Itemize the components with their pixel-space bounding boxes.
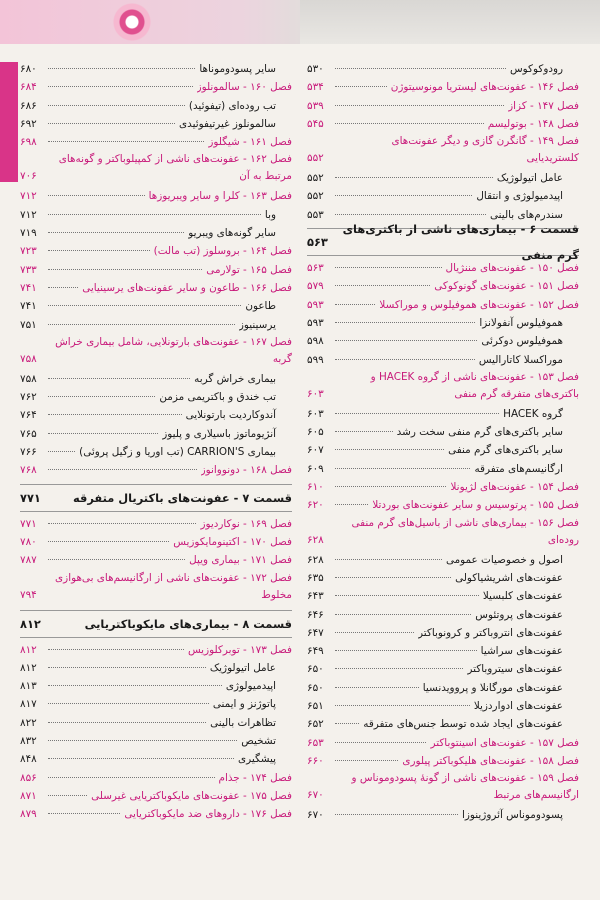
page-number: ۷۶۲: [20, 391, 37, 404]
entry-title: فصل ۱۷۳ - توبرکلوزیس: [187, 643, 292, 656]
page-number: ۶۴۶: [307, 608, 324, 621]
chapter-entry[interactable]: [20, 261, 292, 279]
entry-title: فصل ۱۴۷ - کزاز: [508, 99, 579, 112]
page-number: ۵۵۲: [307, 190, 324, 203]
dot-leader: [48, 740, 237, 741]
subtopic-entry[interactable]: [20, 714, 292, 732]
chapter-entry[interactable]: [307, 770, 579, 806]
dot-leader: [335, 504, 368, 505]
dot-leader: [335, 595, 479, 596]
dot-leader: [48, 649, 184, 650]
page-number: ۵۳۹: [307, 99, 324, 112]
chapter-entry[interactable]: [20, 533, 292, 551]
entry-title: آندوکاردیت بارتونلایی: [185, 409, 276, 422]
subtopic-entry[interactable]: [20, 695, 292, 713]
dot-leader: [48, 287, 78, 288]
part-heading[interactable]: [20, 610, 292, 638]
dot-leader: [48, 777, 215, 778]
part-heading[interactable]: [307, 222, 579, 263]
subtopic-entry[interactable]: [307, 423, 579, 441]
subtopic-entry[interactable]: [307, 441, 579, 459]
subtopic-entry[interactable]: [307, 187, 579, 205]
chapter-entry[interactable]: [20, 570, 292, 606]
page-number: ۶۷۰: [307, 809, 324, 822]
entry-title: فصل ۱۵۸ - عفونت‌های هلیکوباکتر پیلوری: [402, 754, 579, 767]
toc-left-column: [20, 60, 292, 824]
entry-title: فصل ۱۶۳ - کلرا و سایر ویبریوزها: [148, 190, 292, 203]
subtopic-entry[interactable]: [307, 460, 579, 478]
subtopic-entry[interactable]: [307, 587, 579, 605]
dot-leader: [335, 687, 419, 688]
entry-title: پیشگیری: [237, 753, 276, 766]
page-number: ۵۵۲: [307, 172, 324, 185]
entry-title: فصل ۱۵۵ - پرتوسیس و سایر عفونت‌های بوردتلا: [372, 499, 579, 512]
subtopic-entry[interactable]: [307, 169, 579, 187]
chapter-entry[interactable]: [20, 187, 292, 205]
page-number: ۶۵۰: [307, 681, 324, 694]
subtopic-entry[interactable]: [20, 224, 292, 242]
part-heading[interactable]: [20, 484, 292, 512]
page-number: ۵۹۹: [307, 353, 324, 366]
dot-leader: [335, 668, 463, 669]
dot-leader: [48, 703, 209, 704]
entry-title: عفونت‌های پروتئوس: [475, 608, 563, 621]
dot-leader: [335, 267, 442, 268]
page-number: ۸۱۳: [20, 680, 37, 693]
page-number: ۷۱۲: [20, 190, 37, 203]
page-number: ۵۹۳: [307, 316, 324, 329]
dot-leader: [335, 359, 475, 360]
page-number: ۷۷۱: [20, 490, 41, 505]
page-number: ۶۰۳: [307, 407, 324, 420]
page-number: ۶۲۸: [307, 553, 324, 566]
page-number: ۶۹۸: [20, 136, 37, 149]
subtopic-entry[interactable]: [307, 697, 579, 715]
entry-title: فصل ۱۵۴ - عفونت‌های لژیونلا: [450, 481, 579, 494]
page-number: ۵۷۹: [307, 280, 324, 293]
page-number: ۶۹۲: [20, 117, 37, 130]
entry-title: سایر گونه‌های ویبریو: [188, 227, 276, 240]
subtopic-entry[interactable]: [20, 677, 292, 695]
page-number: ۶۸۴: [20, 81, 37, 94]
dot-leader: [48, 141, 204, 142]
section-edge-tab: [0, 62, 18, 182]
dot-leader: [335, 559, 442, 560]
entry-title: فصل ۱۷۲ - عفونت‌های ناشی از ارگانیسم‌های بی‌هوازی مخلوط: [55, 571, 292, 601]
subtopic-entry[interactable]: [307, 606, 579, 624]
dot-leader: [335, 285, 430, 286]
dot-leader: [48, 758, 234, 759]
entry-title: تشخیص: [241, 735, 276, 748]
dot-leader: [48, 305, 241, 306]
entry-title: فصل ۱۴۹ - گانگرن گازی و دیگر عفونت‌های کلستریدیایی: [391, 135, 579, 165]
entry-title: فصل ۱۷۰ - اکتینومایکوزیس: [173, 535, 292, 548]
page-number: ۸۴۸: [20, 753, 37, 766]
page-header-band: [0, 0, 600, 44]
page-number: ۷۶۵: [20, 427, 37, 440]
entry-title: فصل ۱۵۶ - بیماری‌های ناشی از باسیل‌های گرم منفی روده‌ای: [351, 516, 579, 546]
dot-leader: [335, 723, 359, 724]
entry-title: فصل ۱۶۵ - تولارمی: [206, 263, 292, 276]
entry-title: فصل ۱۵۰ - عفونت‌های مننژیال: [445, 262, 579, 275]
subtopic-entry[interactable]: [307, 551, 579, 569]
dot-leader: [48, 250, 150, 251]
page-number: ۶۵۱: [307, 700, 324, 713]
page-number: ۷۵۸: [20, 372, 37, 385]
chapter-entry[interactable]: [307, 734, 579, 752]
subtopic-entry[interactable]: [20, 370, 292, 388]
dot-leader: [335, 123, 484, 124]
page-number: ۶۰۳: [307, 387, 324, 400]
entry-title: عفونت‌های مورگانلا و پروویدنسیا: [422, 681, 563, 694]
subtopic-entry[interactable]: [20, 297, 292, 315]
entry-title: سالمونلوز غیرتیفوئیدی: [178, 117, 276, 130]
entry-title: تب روده‌ای (تیفوئید): [188, 99, 276, 112]
flower-ornament-icon: [112, 2, 152, 42]
entry-title: قسمت ۶ - بیماری‌های ناشی از باکتری‌های گرم منفی: [342, 222, 579, 263]
entry-title: عفونت‌های ایجاد شده توسط جنس‌های متفرقه: [363, 718, 563, 731]
chapter-entry[interactable]: [307, 296, 579, 314]
subtopic-entry[interactable]: [20, 443, 292, 461]
page-number: ۸۷۱: [20, 789, 37, 802]
page-number: ۶۵۰: [307, 663, 324, 676]
page-number: ۵۹۸: [307, 335, 324, 348]
page-number: ۷۵۱: [20, 318, 37, 331]
page-number: ۷۴۱: [20, 300, 37, 313]
subtopic-entry[interactable]: [307, 642, 579, 660]
chapter-entry[interactable]: [20, 805, 292, 823]
entry-title: عامل اتیولوژیک: [496, 172, 563, 185]
dot-leader: [48, 469, 197, 470]
page-number: ۶۱۰: [307, 481, 324, 494]
entry-title: موراکسلا کاتارالیس: [478, 353, 563, 366]
entry-title: فصل ۱۷۶ - داروهای ضد مایکوباکتریایی: [124, 808, 292, 821]
dot-leader: [48, 68, 195, 69]
entry-title: طاعون: [245, 300, 276, 313]
dot-leader: [335, 214, 486, 215]
chapter-entry[interactable]: [20, 641, 292, 659]
page-number: ۶۴۳: [307, 590, 324, 603]
chapter-entry[interactable]: [20, 551, 292, 569]
page-number: ۸۱۲: [20, 661, 37, 674]
dot-leader: [335, 431, 393, 432]
entry-title: قسمت ۸ - بیماری‌های مایکوباکتریایی: [84, 616, 292, 631]
page-number: ۵۵۳: [307, 208, 324, 221]
chapter-entry[interactable]: [20, 151, 292, 187]
entry-title: فصل ۱۷۴ - جذام: [218, 771, 292, 784]
subtopic-entry[interactable]: [20, 60, 292, 78]
dot-leader: [48, 123, 175, 124]
entry-title: عفونت‌های اشریشیاکولی: [455, 571, 563, 584]
page-number: ۵۴۵: [307, 117, 324, 130]
page-number: ۶۴۷: [307, 626, 324, 639]
entry-title: فصل ۱۵۱ - عفونت‌های گونوکوکی: [434, 280, 579, 293]
entry-title: سندرم‌های بالینی: [490, 208, 563, 221]
page-number: ۶۰۵: [307, 426, 324, 439]
dot-leader: [335, 705, 470, 706]
entry-title: فصل ۱۵۷ - عفونت‌های اسینتوباکتر: [430, 736, 579, 749]
dot-leader: [48, 105, 185, 106]
entry-title: تظاهرات بالینی: [210, 716, 276, 729]
dot-leader: [48, 559, 185, 560]
entry-title: عفونت‌های کلبسیلا: [482, 590, 563, 603]
dot-leader: [335, 195, 472, 196]
page-number: ۷۸۰: [20, 535, 37, 548]
page-number: ۷۶۴: [20, 409, 37, 422]
page-number: ۷۵۸: [20, 352, 37, 365]
chapter-entry[interactable]: [307, 515, 579, 551]
page-number: ۶۴۹: [307, 645, 324, 658]
entry-title: سایر باکتری‌های گرم منفی سخت رشد: [396, 426, 563, 439]
page-number: ۵۶۳: [307, 262, 324, 275]
subtopic-entry[interactable]: [307, 660, 579, 678]
chapter-entry[interactable]: [20, 78, 292, 96]
subtopic-entry[interactable]: [20, 316, 292, 334]
entry-title: فصل ۱۶۲ - عفونت‌های ناشی از کمپیلوباکتر و گونه‌های مرتبط به آن: [58, 153, 292, 183]
dot-leader: [48, 195, 145, 196]
subtopic-entry[interactable]: [20, 115, 292, 133]
subtopic-entry[interactable]: [307, 569, 579, 587]
subtopic-entry[interactable]: [307, 405, 579, 423]
page-number: ۶۰۷: [307, 444, 324, 457]
dot-leader: [48, 414, 182, 415]
dot-leader: [335, 413, 499, 414]
entry-title: فصل ۱۶۹ - نوکاردیوز: [200, 517, 292, 530]
dot-leader: [335, 742, 426, 743]
dot-leader: [48, 685, 222, 686]
page-number: ۸۱۲: [20, 616, 41, 631]
entry-title: فصل ۱۶۱ - شیگلوز: [208, 136, 292, 149]
entry-title: قسمت ۷ - عفونت‌های باکتریال متفرقه: [72, 490, 292, 505]
page-number: ۶۵۳: [307, 736, 324, 749]
dot-leader: [335, 449, 444, 450]
chapter-entry[interactable]: [307, 259, 579, 277]
dot-leader: [335, 486, 446, 487]
entry-title: پاتوژنز و ایمنی: [212, 698, 276, 711]
entry-title: عفونت‌های ادواردزیلا: [473, 700, 563, 713]
dot-leader: [48, 378, 190, 379]
subtopic-entry[interactable]: [307, 679, 579, 697]
dot-leader: [335, 177, 493, 178]
subtopic-entry[interactable]: [307, 60, 579, 78]
entry-title: یرسینیوز: [238, 318, 276, 331]
dot-leader: [335, 105, 504, 106]
entry-title: عفونت‌های سیتروباکتر: [467, 663, 563, 676]
subtopic-entry[interactable]: [307, 624, 579, 642]
page-number: ۸۵۶: [20, 771, 37, 784]
page-number: ۷۹۴: [20, 588, 37, 601]
subtopic-entry[interactable]: [20, 732, 292, 750]
dot-leader: [335, 304, 375, 305]
dot-leader: [48, 269, 202, 270]
entry-title: پسودوموناس آئروژینوزا: [462, 809, 563, 822]
subtopic-entry[interactable]: [20, 388, 292, 406]
entry-title: فصل ۱۶۰ - سالمونلوز: [196, 81, 292, 94]
entry-title: بیماری خراش گربه: [194, 372, 276, 385]
subtopic-entry[interactable]: [307, 206, 579, 224]
dot-leader: [335, 814, 458, 815]
page-number: ۶۸۰: [20, 63, 37, 75]
dot-leader: [48, 433, 158, 434]
page-number: ۶۲۸: [307, 533, 324, 546]
entry-title: فصل ۱۴۶ - عفونت‌های لیستریا مونوسیتوژن: [390, 81, 579, 94]
subtopic-entry[interactable]: [20, 750, 292, 768]
entry-title: اپیدمیولوژی: [225, 680, 276, 693]
dot-leader: [48, 667, 206, 668]
chapter-entry[interactable]: [20, 769, 292, 787]
subtopic-entry[interactable]: [20, 206, 292, 224]
page-number: ۶۰۹: [307, 462, 324, 475]
entry-title: فصل ۱۶۶ - طاعون و سایر عفونت‌های یرسینیایی: [82, 281, 292, 294]
subtopic-entry[interactable]: [20, 425, 292, 443]
page-number: ۷۳۳: [20, 263, 37, 276]
toc-right-column: [307, 60, 579, 825]
entry-title: گروه HACEK: [503, 407, 563, 420]
entry-title: فصل ۱۴۸ - بوتولیسم: [487, 117, 579, 130]
entry-title: عامل اتیولوژیک: [209, 661, 276, 674]
chapter-entry[interactable]: [307, 478, 579, 496]
dot-leader: [48, 396, 155, 397]
chapter-entry[interactable]: [20, 515, 292, 533]
dot-leader: [335, 632, 414, 633]
page-number: ۷۷۱: [20, 517, 37, 530]
dot-leader: [335, 68, 506, 69]
page-number: ۷۲۳: [20, 245, 37, 258]
page-number: ۸۱۲: [20, 643, 37, 656]
chapter-entry[interactable]: [307, 97, 579, 115]
page-number: ۸۱۷: [20, 698, 37, 711]
entry-title: فصل ۱۵۲ - عفونت‌های هموفیلوس و موراکسلا: [379, 298, 579, 311]
dot-leader: [48, 324, 235, 325]
page-number: ۷۱۹: [20, 227, 37, 240]
subtopic-entry[interactable]: [20, 97, 292, 115]
entry-title: فصل ۱۶۸ - دونووانوز: [200, 464, 292, 477]
subtopic-entry[interactable]: [307, 806, 579, 824]
dot-leader: [48, 541, 169, 542]
page-number: ۷۶۶: [20, 446, 37, 459]
dot-leader: [48, 523, 196, 524]
chapter-entry[interactable]: [307, 115, 579, 133]
entry-title: فصل ۱۷۵ - عفونت‌های مایکوباکتریایی غیرسلی: [91, 789, 292, 802]
subtopic-entry[interactable]: [307, 332, 579, 350]
page-number: ۶۳۵: [307, 571, 324, 584]
subtopic-entry[interactable]: [307, 351, 579, 369]
chapter-entry[interactable]: [307, 369, 579, 405]
chapter-entry[interactable]: [307, 133, 579, 169]
subtopic-entry[interactable]: [20, 659, 292, 677]
entry-title: اپیدمیولوژی و انتقال: [476, 190, 563, 203]
page-number: ۵۳۰: [307, 63, 324, 75]
dot-leader: [335, 340, 477, 341]
entry-title: عفونت‌های سراشیا: [480, 645, 563, 658]
dot-leader: [48, 214, 261, 215]
entry-title: هموفیلوس آنفولانزا: [479, 316, 563, 329]
chapter-entry[interactable]: [307, 277, 579, 295]
dot-leader: [48, 451, 75, 452]
dot-leader: [48, 86, 193, 87]
chapter-entry[interactable]: [307, 78, 579, 96]
page-number: ۵۵۲: [307, 152, 324, 165]
chapter-entry[interactable]: [307, 752, 579, 770]
dot-leader: [48, 722, 206, 723]
page-number: ۵۹۳: [307, 298, 324, 311]
page-number: ۷۸۷: [20, 554, 37, 567]
chapter-entry[interactable]: [20, 279, 292, 297]
page-number: ۶۵۲: [307, 718, 324, 731]
chapter-entry[interactable]: [307, 496, 579, 514]
dot-leader: [335, 614, 471, 615]
chapter-entry[interactable]: [20, 133, 292, 151]
page-number: ۸۳۲: [20, 735, 37, 748]
page-number: ۶۶۰: [307, 754, 324, 767]
page-number: ۶۲۰: [307, 499, 324, 512]
page-number: ۵۶۳: [307, 235, 328, 250]
dot-leader: [335, 468, 470, 469]
entry-title: ارگانیسم‌های متفرقه: [474, 462, 563, 475]
entry-title: فصل ۱۷۱ - بیماری ویپل: [189, 554, 292, 567]
dot-leader: [335, 577, 451, 578]
entry-title: سایر پسودوموناها: [199, 63, 276, 75]
entry-title: فصل ۱۶۷ - عفونت‌های بارتونلایی، شامل بیماری خراش گربه: [55, 335, 292, 365]
entry-title: سایر باکتری‌های گرم منفی: [448, 444, 563, 457]
entry-title: آنژیوماتوز باسیلاری و پلیوز: [162, 427, 276, 440]
entry-title: فصل ۱۵۳ - عفونت‌های ناشی از گروه HACEK و باکتری‌های متفرقه گرم منفی: [370, 370, 579, 400]
entry-title: عفونت‌های انتروباکتر و کرونوباکتر: [418, 626, 563, 639]
page-number: ۶۷۰: [307, 789, 324, 802]
page-number: ۷۶۸: [20, 464, 37, 477]
dot-leader: [335, 86, 387, 87]
subtopic-entry[interactable]: [307, 314, 579, 332]
chapter-entry[interactable]: [20, 334, 292, 370]
page-number: ۸۷۹: [20, 808, 37, 821]
chapter-entry[interactable]: [20, 461, 292, 479]
dot-leader: [335, 760, 398, 761]
entry-title: هموفیلوس دوکرئی: [481, 335, 563, 348]
entry-title: فصل ۱۵۹ - عفونت‌های ناشی از گونهٔ پسودوموناس و ارگانیسم‌های مرتبط: [351, 772, 579, 802]
dot-leader: [335, 322, 475, 323]
entry-title: اصول و خصوصیات عمومی: [445, 553, 563, 566]
page-number: ۶۸۶: [20, 99, 37, 112]
entry-title: فصل ۱۶۴ - بروسلوز (تب مالت): [153, 245, 292, 258]
page-number: ۸۲۲: [20, 716, 37, 729]
page-number: ۷۰۶: [20, 170, 37, 183]
page-number: ۵۳۴: [307, 81, 324, 94]
dot-leader: [48, 813, 120, 814]
entry-title: رودوکوکوس: [510, 63, 563, 75]
dot-leader: [335, 650, 477, 651]
entry-title: تب خندق و باکتریمی مزمن: [159, 391, 276, 404]
entry-title: بیماری CARRION'S (تب اوریا و زگیل پروئی): [79, 446, 276, 459]
subtopic-entry[interactable]: [307, 715, 579, 733]
page-number: ۷۱۲: [20, 208, 37, 221]
entry-title: وبا: [264, 208, 276, 221]
chapter-entry[interactable]: [20, 242, 292, 260]
dot-leader: [48, 232, 184, 233]
subtopic-entry[interactable]: [20, 406, 292, 424]
page-number: ۷۴۱: [20, 281, 37, 294]
chapter-entry[interactable]: [20, 787, 292, 805]
dot-leader: [48, 795, 87, 796]
